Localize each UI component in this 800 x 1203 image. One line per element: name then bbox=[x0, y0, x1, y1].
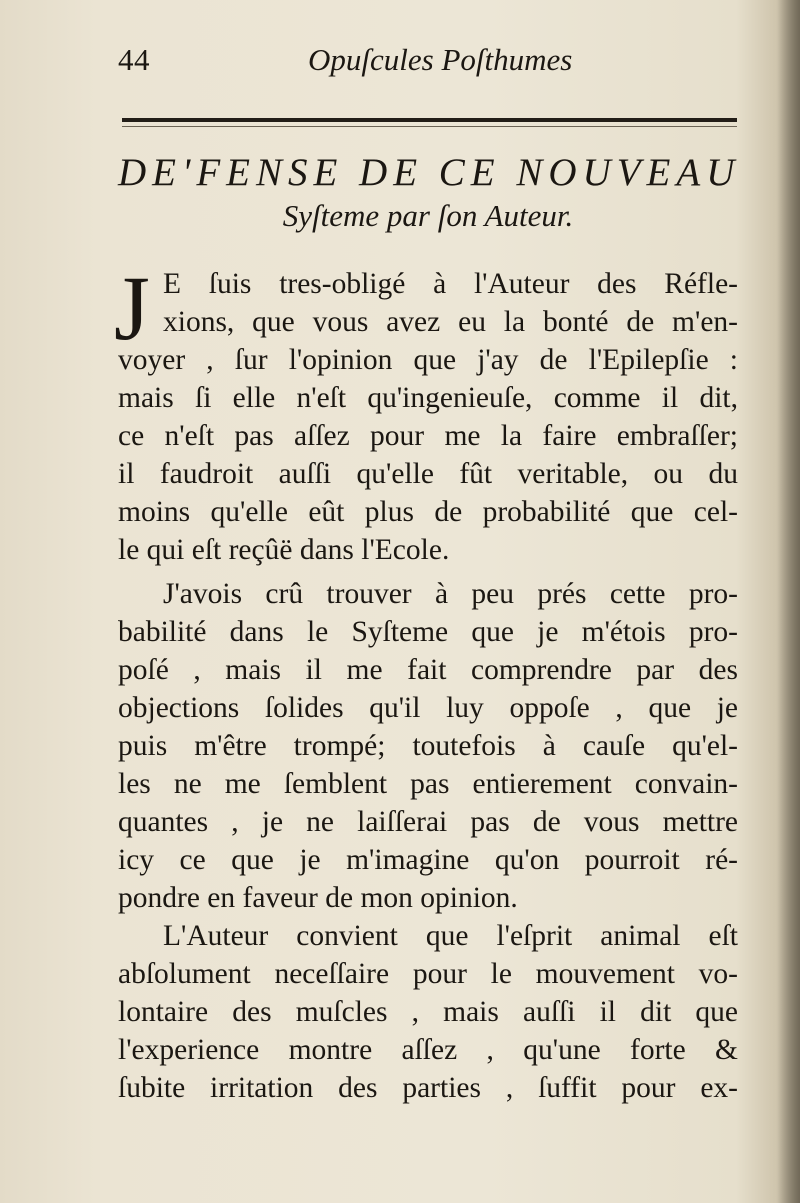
header-rule-thin bbox=[122, 126, 737, 127]
text-line: quantes , je ne laiſſerai pas de vous mettre bbox=[118, 806, 738, 838]
text-line: le qui eſt reçûë dans l'Ecole. bbox=[118, 534, 450, 566]
text-line: icy ce que je m'imagine qu'on pourroit ré- bbox=[118, 844, 738, 876]
text-line: babilité dans le Syſteme que je m'étois pro- bbox=[118, 616, 738, 648]
running-title: Opuſcules Poſthumes bbox=[308, 42, 573, 77]
page-edge-shadow bbox=[778, 0, 800, 1203]
page-header bbox=[118, 40, 738, 90]
text-line: les ne me ſemblent pas entierement convain- bbox=[118, 768, 738, 800]
text-line: l'experience montre aſſez , qu'une forte & bbox=[118, 1034, 738, 1066]
text-line: ſubite irritation des parties , ſuffit pour ex- bbox=[118, 1072, 738, 1104]
section-subtitle: Syſteme par ſon Auteur. bbox=[282, 198, 574, 233]
text-line: lontaire des muſcles , mais auſſi il dit que bbox=[118, 996, 738, 1028]
text-line: objections ſolides qu'il luy oppoſe , que je bbox=[118, 692, 738, 724]
text-line: mais ſi elle n'eſt qu'ingenieuſe, comme il dit, bbox=[118, 382, 738, 414]
text-line: puis m'être trompé; toutefois à cauſe qu'el- bbox=[118, 730, 738, 762]
text-line: pondre en faveur de mon opinion. bbox=[118, 882, 518, 914]
text-line: xions, que vous avez eu la bonté de m'en- bbox=[163, 306, 738, 338]
section-title: DE'FENSE DE CE NOUVEAU bbox=[118, 151, 741, 194]
text-line: il faudroit auſſi qu'elle fût veritable, ou du bbox=[118, 458, 738, 490]
text-line: poſé , mais il me fait comprendre par des bbox=[118, 654, 738, 686]
text-line: abſolument neceſſaire pour le mouvement vo- bbox=[118, 958, 738, 990]
drop-cap: J bbox=[114, 257, 150, 359]
text-line: J'avois crû trouver à peu prés cette pro- bbox=[163, 578, 738, 610]
header-rule bbox=[122, 118, 737, 122]
text-line: voyer , ſur l'opinion que j'ay de l'Epilepſie : bbox=[118, 344, 738, 376]
text-line: E ſuis tres-obligé à l'Auteur des Réfle- bbox=[163, 268, 738, 300]
text-line: ce n'eſt pas aſſez pour me la faire embraſſer; bbox=[118, 420, 738, 452]
text-line: L'Auteur convient que l'eſprit animal eſt bbox=[163, 920, 738, 952]
text-line: moins qu'elle eût plus de probabilité que cel- bbox=[118, 496, 738, 528]
page-number: 44 bbox=[118, 42, 150, 77]
